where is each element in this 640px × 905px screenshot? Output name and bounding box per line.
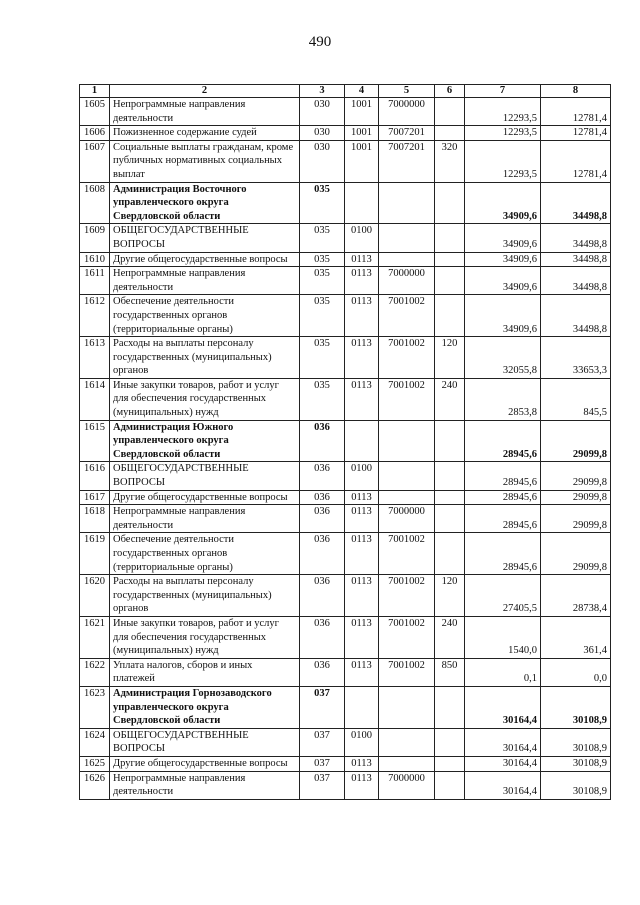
col-header-7: 7	[465, 85, 541, 98]
row-code-admin: 035	[300, 182, 345, 224]
row-code-target: 7001002	[379, 575, 435, 617]
row-code-expense-type: 850	[435, 658, 465, 686]
row-code-admin: 037	[300, 771, 345, 799]
row-amount-col7: 30164,4	[465, 756, 541, 771]
page-number: 490	[308, 34, 332, 50]
row-amount-col7: 27405,5	[465, 575, 541, 617]
row-code-admin: 036	[300, 616, 345, 658]
row-amount-col8: 361,4	[541, 616, 611, 658]
row-amount-col7: 30164,4	[465, 686, 541, 728]
table-row	[80, 252, 611, 267]
row-amount-col8: 34498,8	[541, 224, 611, 252]
row-code-section: 1001	[345, 98, 379, 126]
row-name: Другие общегосударственные вопросы	[110, 252, 300, 267]
row-code-admin: 035	[300, 252, 345, 267]
table-row	[80, 140, 611, 182]
row-amount-col7: 12293,5	[465, 140, 541, 182]
row-code-expense-type	[435, 224, 465, 252]
table-row	[80, 98, 611, 126]
row-code-admin: 036	[300, 575, 345, 617]
row-code-target: 7001002	[379, 616, 435, 658]
row-code-target: 7000000	[379, 267, 435, 295]
row-number: 1616	[80, 462, 110, 490]
row-code-section: 0113	[345, 505, 379, 533]
table-row	[80, 533, 611, 575]
row-amount-col7: 2853,8	[465, 378, 541, 420]
row-code-target: 7007201	[379, 140, 435, 182]
row-code-admin: 035	[300, 337, 345, 379]
row-code-admin: 037	[300, 756, 345, 771]
row-code-target: 7001002	[379, 533, 435, 575]
row-code-expense-type	[435, 267, 465, 295]
row-amount-col7: 28945,6	[465, 462, 541, 490]
row-amount-col7: 34909,6	[465, 252, 541, 267]
row-code-target	[379, 490, 435, 505]
row-amount-col7: 32055,8	[465, 337, 541, 379]
row-name: Расходы на выплаты персоналу государственных (муниципальных) органов	[110, 337, 300, 379]
row-code-target: 7000000	[379, 771, 435, 799]
row-code-admin: 036	[300, 490, 345, 505]
row-code-target	[379, 756, 435, 771]
row-code-target	[379, 252, 435, 267]
row-amount-col8: 30108,9	[541, 728, 611, 756]
row-name: Непрограммные направления деятельности	[110, 98, 300, 126]
row-amount-col8: 30108,9	[541, 771, 611, 799]
row-code-expense-type: 240	[435, 616, 465, 658]
row-amount-col7: 12293,5	[465, 98, 541, 126]
row-code-admin: 035	[300, 267, 345, 295]
row-code-target: 7000000	[379, 98, 435, 126]
row-amount-col8: 34498,8	[541, 267, 611, 295]
row-amount-col8: 34498,8	[541, 182, 611, 224]
row-amount-col8: 30108,9	[541, 756, 611, 771]
row-amount-col8: 29099,8	[541, 490, 611, 505]
row-name: Уплата налогов, сборов и иных платежей	[110, 658, 300, 686]
table-row	[80, 490, 611, 505]
row-code-admin: 037	[300, 728, 345, 756]
row-name: Другие общегосударственные вопросы	[110, 756, 300, 771]
row-name: Непрограммные направления деятельности	[110, 771, 300, 799]
row-amount-col8: 12781,4	[541, 98, 611, 126]
table-row	[80, 295, 611, 337]
row-number: 1621	[80, 616, 110, 658]
row-name: Расходы на выплаты персоналу государственных (муниципальных) органов	[110, 575, 300, 617]
row-code-admin: 035	[300, 378, 345, 420]
row-amount-col8: 845,5	[541, 378, 611, 420]
row-number: 1606	[80, 126, 110, 141]
row-number: 1609	[80, 224, 110, 252]
table-row	[80, 616, 611, 658]
row-code-section	[345, 686, 379, 728]
header-row	[80, 85, 611, 98]
row-code-admin: 037	[300, 686, 345, 728]
row-number: 1615	[80, 420, 110, 462]
row-number: 1625	[80, 756, 110, 771]
row-code-section: 0113	[345, 490, 379, 505]
row-code-expense-type	[435, 771, 465, 799]
row-code-expense-type	[435, 533, 465, 575]
row-code-section	[345, 182, 379, 224]
row-code-admin: 030	[300, 126, 345, 141]
row-code-admin: 036	[300, 420, 345, 462]
row-code-section	[345, 420, 379, 462]
row-code-section: 0113	[345, 533, 379, 575]
row-number: 1617	[80, 490, 110, 505]
row-code-expense-type	[435, 252, 465, 267]
row-code-expense-type	[435, 756, 465, 771]
row-number: 1620	[80, 575, 110, 617]
budget-table	[79, 84, 611, 800]
row-amount-col8: 29099,8	[541, 462, 611, 490]
row-name: Непрограммные направления деятельности	[110, 505, 300, 533]
col-header-2: 2	[110, 85, 300, 98]
row-amount-col8: 12781,4	[541, 126, 611, 141]
row-code-admin: 036	[300, 658, 345, 686]
row-code-target: 7001002	[379, 295, 435, 337]
table-row	[80, 658, 611, 686]
row-amount-col8: 34498,8	[541, 252, 611, 267]
row-amount-col7: 34909,6	[465, 295, 541, 337]
row-code-expense-type	[435, 295, 465, 337]
row-code-section: 0113	[345, 378, 379, 420]
row-name: Администрация Южного управленческого округа Свердловской области	[110, 420, 300, 462]
row-code-target	[379, 462, 435, 490]
table-row	[80, 462, 611, 490]
row-amount-col8: 34498,8	[541, 295, 611, 337]
row-number: 1618	[80, 505, 110, 533]
table-row	[80, 182, 611, 224]
row-code-section: 0113	[345, 337, 379, 379]
row-code-expense-type	[435, 98, 465, 126]
row-code-expense-type	[435, 462, 465, 490]
row-code-expense-type: 120	[435, 575, 465, 617]
table-row	[80, 771, 611, 799]
row-amount-col8: 33653,3	[541, 337, 611, 379]
row-number: 1624	[80, 728, 110, 756]
row-name: Пожизненное содержание судей	[110, 126, 300, 141]
row-number: 1612	[80, 295, 110, 337]
col-header-8: 8	[541, 85, 611, 98]
row-code-admin: 035	[300, 224, 345, 252]
table-row	[80, 378, 611, 420]
row-code-admin: 036	[300, 533, 345, 575]
row-code-expense-type	[435, 505, 465, 533]
row-code-section: 0113	[345, 616, 379, 658]
row-name: Администрация Горнозаводского управленческого округа Свердловской области	[110, 686, 300, 728]
row-code-target	[379, 420, 435, 462]
row-code-target	[379, 728, 435, 756]
row-code-target: 7001002	[379, 337, 435, 379]
row-code-section: 0113	[345, 756, 379, 771]
row-name: Непрограммные направления деятельности	[110, 267, 300, 295]
row-number: 1619	[80, 533, 110, 575]
row-code-admin: 035	[300, 295, 345, 337]
table-row	[80, 267, 611, 295]
row-number: 1607	[80, 140, 110, 182]
row-name: Другие общегосударственные вопросы	[110, 490, 300, 505]
row-code-section: 1001	[345, 126, 379, 141]
row-amount-col7: 28945,6	[465, 533, 541, 575]
row-amount-col7: 12293,5	[465, 126, 541, 141]
row-code-admin: 036	[300, 505, 345, 533]
row-code-admin: 030	[300, 98, 345, 126]
row-code-admin: 036	[300, 462, 345, 490]
row-amount-col8: 0,0	[541, 658, 611, 686]
row-code-expense-type	[435, 728, 465, 756]
row-amount-col8: 28738,4	[541, 575, 611, 617]
table-row	[80, 337, 611, 379]
row-number: 1622	[80, 658, 110, 686]
row-name: ОБЩЕГОСУДАРСТВЕННЫЕ ВОПРОСЫ	[110, 728, 300, 756]
row-code-target	[379, 686, 435, 728]
row-name: Социальные выплаты гражданам, кроме публичных нормативных социальных выплат	[110, 140, 300, 182]
row-code-target: 7007201	[379, 126, 435, 141]
col-header-1: 1	[80, 85, 110, 98]
row-amount-col7: 28945,6	[465, 490, 541, 505]
row-number: 1608	[80, 182, 110, 224]
row-number: 1614	[80, 378, 110, 420]
row-number: 1623	[80, 686, 110, 728]
row-name: Обеспечение деятельности государственных органов (территориальные органы)	[110, 533, 300, 575]
row-code-expense-type: 320	[435, 140, 465, 182]
row-amount-col7: 28945,6	[465, 505, 541, 533]
row-code-expense-type: 240	[435, 378, 465, 420]
row-amount-col7: 34909,6	[465, 182, 541, 224]
row-code-section: 0100	[345, 728, 379, 756]
row-code-section: 0113	[345, 267, 379, 295]
row-code-section: 0113	[345, 252, 379, 267]
table-row	[80, 224, 611, 252]
row-amount-col8: 30108,9	[541, 686, 611, 728]
row-code-expense-type	[435, 686, 465, 728]
table-row	[80, 505, 611, 533]
row-code-section: 0113	[345, 295, 379, 337]
row-amount-col7: 1540,0	[465, 616, 541, 658]
row-code-expense-type	[435, 126, 465, 141]
row-code-target: 7000000	[379, 505, 435, 533]
row-code-target: 7001002	[379, 378, 435, 420]
row-amount-col8: 12781,4	[541, 140, 611, 182]
row-number: 1605	[80, 98, 110, 126]
table-row	[80, 756, 611, 771]
row-amount-col7: 30164,4	[465, 728, 541, 756]
col-header-4: 4	[345, 85, 379, 98]
row-name: Обеспечение деятельности государственных органов (территориальные органы)	[110, 295, 300, 337]
row-code-admin: 030	[300, 140, 345, 182]
row-code-target	[379, 224, 435, 252]
row-code-section: 0100	[345, 462, 379, 490]
row-code-section: 0113	[345, 658, 379, 686]
row-name: Иные закупки товаров, работ и услуг для обеспечения государственных (муниципальных) нужд	[110, 616, 300, 658]
row-number: 1611	[80, 267, 110, 295]
row-amount-col7: 30164,4	[465, 771, 541, 799]
row-number: 1626	[80, 771, 110, 799]
row-name: ОБЩЕГОСУДАРСТВЕННЫЕ ВОПРОСЫ	[110, 462, 300, 490]
row-amount-col8: 29099,8	[541, 420, 611, 462]
row-amount-col7: 28945,6	[465, 420, 541, 462]
row-amount-col8: 29099,8	[541, 505, 611, 533]
row-number: 1613	[80, 337, 110, 379]
row-code-section: 0113	[345, 771, 379, 799]
row-code-expense-type	[435, 420, 465, 462]
row-code-section: 0100	[345, 224, 379, 252]
row-name: Иные закупки товаров, работ и услуг для обеспечения государственных (муниципальных) нужд	[110, 378, 300, 420]
table-row	[80, 126, 611, 141]
row-name: ОБЩЕГОСУДАРСТВЕННЫЕ ВОПРОСЫ	[110, 224, 300, 252]
col-header-5: 5	[379, 85, 435, 98]
col-header-3: 3	[300, 85, 345, 98]
row-code-expense-type	[435, 490, 465, 505]
row-amount-col7: 34909,6	[465, 224, 541, 252]
row-code-expense-type: 120	[435, 337, 465, 379]
row-code-target: 7001002	[379, 658, 435, 686]
table-row	[80, 728, 611, 756]
row-number: 1610	[80, 252, 110, 267]
col-header-6: 6	[435, 85, 465, 98]
row-code-section: 1001	[345, 140, 379, 182]
table-row	[80, 575, 611, 617]
row-amount-col7: 34909,6	[465, 267, 541, 295]
table-row	[80, 420, 611, 462]
table-row	[80, 686, 611, 728]
row-amount-col8: 29099,8	[541, 533, 611, 575]
row-code-target	[379, 182, 435, 224]
row-code-section: 0113	[345, 575, 379, 617]
row-code-expense-type	[435, 182, 465, 224]
row-amount-col7: 0,1	[465, 658, 541, 686]
row-name: Администрация Восточного управленческого округа Свердловской области	[110, 182, 300, 224]
